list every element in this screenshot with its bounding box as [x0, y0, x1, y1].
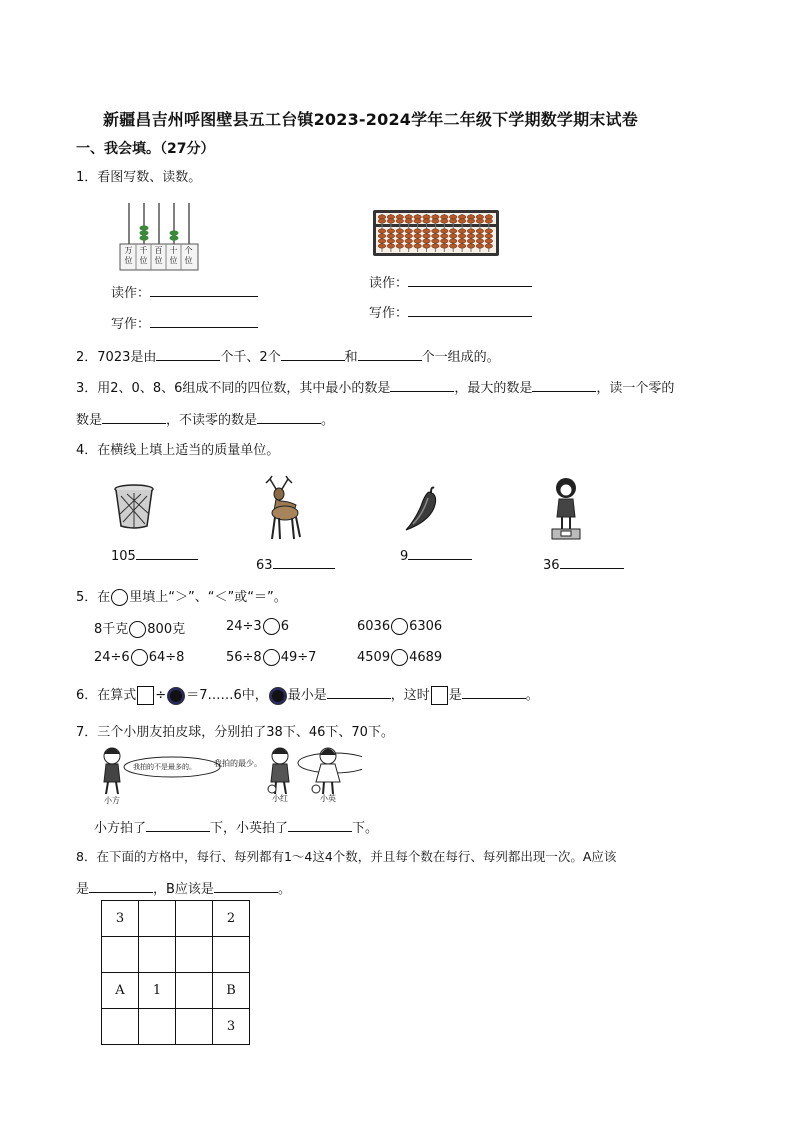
number-grid — [101, 900, 250, 1045]
abacus-bead — [423, 219, 431, 223]
abacus-bead — [485, 219, 493, 223]
answer-blank[interactable] — [288, 817, 352, 832]
abacus-bead — [476, 229, 484, 233]
circle-symbol — [167, 687, 185, 705]
wastebasket-icon — [113, 484, 155, 530]
answer-blank[interactable] — [136, 545, 198, 560]
abacus-bead — [405, 234, 413, 238]
abacus-bead — [458, 234, 466, 238]
compare-left: 56÷8 — [226, 650, 262, 665]
grid-cell: 2 — [213, 901, 250, 937]
answer-blank[interactable] — [408, 545, 472, 560]
q7-text: 下，小英拍了 — [210, 821, 289, 836]
compare-right: 49÷7 — [280, 650, 317, 665]
mass-value: 105 — [111, 549, 136, 564]
grid-cell — [139, 1009, 176, 1045]
abacus-bead — [396, 215, 404, 219]
deer-icon — [258, 475, 304, 543]
abacus-bead — [449, 219, 457, 223]
answer-blank[interactable] — [273, 554, 335, 569]
abacus-labels — [121, 246, 199, 266]
abacus-bead — [405, 215, 413, 219]
question-8-cont — [76, 878, 291, 897]
abacus-bead — [467, 234, 475, 238]
abacus-bead — [476, 219, 484, 223]
abacus-bead — [449, 215, 457, 219]
abacus-bead — [396, 239, 404, 243]
grid-cell — [139, 937, 176, 973]
grid-cell: B — [213, 973, 250, 1009]
abacus-bead — [378, 215, 386, 219]
abacus-bead — [467, 215, 475, 219]
question-3 — [76, 377, 674, 396]
abacus-bead — [387, 215, 395, 219]
q6-text: ，这时 — [390, 688, 430, 703]
abacus-bead — [467, 219, 475, 223]
answer-blank[interactable] — [408, 302, 532, 317]
question-2 — [76, 346, 500, 365]
grid-cell — [176, 1009, 213, 1045]
compare-circle[interactable] — [391, 649, 408, 666]
answer-blank[interactable] — [214, 878, 278, 893]
grid-cell — [176, 901, 213, 937]
abacus-bead — [441, 234, 449, 238]
write-label: 写作： — [369, 306, 409, 321]
compare-circle[interactable] — [391, 618, 408, 635]
kid-name: 小红 — [272, 794, 288, 803]
abacus-bead — [423, 234, 431, 238]
abacus-bead — [485, 229, 493, 233]
compare-left: 4509 — [357, 650, 391, 665]
abacus-bead — [432, 244, 440, 248]
q3-text: ，读一个零的 — [596, 381, 675, 396]
square-symbol — [137, 686, 154, 705]
abacus-bead — [485, 239, 493, 243]
compare-circle — [111, 589, 128, 606]
compare-item — [226, 618, 289, 635]
abacus-bead — [458, 239, 466, 243]
q6-text: 是 — [448, 688, 462, 703]
abacus-bead — [449, 244, 457, 248]
answer-blank[interactable] — [390, 377, 454, 392]
q3-text: 。 — [321, 413, 335, 428]
compare-right: 6306 — [409, 619, 443, 634]
q7-text: 小方拍了 — [94, 821, 147, 836]
abacus-bead — [485, 215, 493, 219]
compare-item — [357, 649, 442, 666]
mass-value: 9 — [400, 549, 409, 564]
mass-item — [400, 545, 472, 564]
abacus-bead — [405, 239, 413, 243]
q8-text: 。 — [277, 882, 291, 897]
q5-text: 5．在 — [76, 590, 111, 605]
grid-cell: A — [102, 973, 139, 1009]
q7-text: 下。 — [352, 821, 379, 836]
abacus-bead — [449, 234, 457, 238]
write-label: 写作： — [111, 317, 151, 332]
answer-blank[interactable] — [408, 272, 532, 287]
abacus-bead — [414, 244, 422, 248]
abacus-label: 千位 — [139, 246, 148, 265]
abacus-bead — [423, 239, 431, 243]
mass-value: 36 — [543, 558, 560, 573]
question-6 — [76, 684, 539, 705]
abacus-bead — [396, 229, 404, 233]
page-title: 新疆昌吉州呼图壁县五工台镇2023-2024学年二年级下学期数学期末试卷 — [103, 110, 638, 129]
abacus-bead — [458, 219, 466, 223]
abacus-bead — [423, 215, 431, 219]
abacus-bead — [423, 244, 431, 248]
abacus-bead — [405, 219, 413, 223]
q3-text: ，不读零的数是 — [166, 413, 258, 428]
abacus-bead — [467, 244, 475, 248]
answer-blank[interactable] — [146, 817, 210, 832]
compare-right: 800克 — [147, 622, 186, 637]
q2-text: 和 — [344, 350, 358, 365]
abacus-label: 十位 — [169, 246, 178, 265]
abacus-bead — [423, 229, 431, 233]
kid-name: 小英 — [320, 794, 336, 803]
section-heading: 一、我会填。（27分） — [76, 141, 215, 157]
abacus-bead — [449, 229, 457, 233]
compare-left: 24÷6 — [94, 650, 130, 665]
write-line-1 — [111, 313, 258, 332]
abacus-bead — [432, 229, 440, 233]
speech-bubble: 我拍的最少。 — [214, 759, 262, 768]
abacus-bead — [387, 239, 395, 243]
q6-text: ＝7……6中， — [186, 688, 268, 703]
abacus-bead — [458, 229, 466, 233]
abacus-bead — [405, 229, 413, 233]
grid-cell — [139, 901, 176, 937]
compare-right: 4689 — [409, 650, 443, 665]
abacus-bead — [449, 239, 457, 243]
grid-cell: 3 — [213, 1009, 250, 1045]
compare-circle[interactable] — [129, 621, 146, 638]
abacus-bead — [414, 229, 422, 233]
compare-right: 64÷8 — [148, 650, 185, 665]
abacus-label: 百位 — [154, 246, 163, 265]
compare-circle[interactable] — [263, 618, 280, 635]
answer-blank[interactable] — [281, 346, 345, 361]
compare-circle[interactable] — [263, 649, 280, 666]
question-8: 8．在下面的方格中，每行、每列都有1～4这4个数，并且每个数在每行、每列都出现一次。A应该 — [76, 849, 617, 864]
answer-blank[interactable] — [462, 684, 526, 699]
grid-cell — [102, 1009, 139, 1045]
abacus-bead — [441, 244, 449, 248]
q6-text: 最小是 — [287, 688, 327, 703]
compare-item — [226, 649, 316, 666]
answer-blank[interactable] — [257, 409, 321, 424]
q2-text: 个千、2个 — [220, 350, 281, 365]
answer-blank[interactable] — [358, 346, 422, 361]
abacus-bead — [414, 234, 422, 238]
mass-value: 63 — [256, 558, 273, 573]
question-7: 7．三个小朋友拍皮球，分别拍了38下、46下、70下。 — [76, 725, 394, 740]
compare-right: 6 — [280, 619, 289, 634]
abacus-bead — [458, 215, 466, 219]
grid-cell — [176, 937, 213, 973]
q3-text: 数是 — [76, 413, 103, 428]
circle-symbol — [269, 687, 287, 705]
answer-blank[interactable] — [150, 313, 258, 328]
grid-cell: 1 — [139, 973, 176, 1009]
q6-text: 6．在算式 — [76, 688, 137, 703]
abacus-bead — [441, 239, 449, 243]
mass-item — [111, 545, 198, 564]
abacus-bead — [396, 234, 404, 238]
pepper-icon — [401, 484, 445, 534]
compare-left: 24÷3 — [226, 619, 262, 634]
abacus-bead — [387, 229, 395, 233]
mass-item — [256, 554, 335, 573]
read-line-1 — [111, 282, 258, 301]
abacus-bead — [476, 215, 484, 219]
q6-text: ÷ — [155, 688, 167, 703]
q3-text: ，最大的数是 — [454, 381, 533, 396]
abacus-bead — [467, 229, 475, 233]
answer-blank[interactable] — [156, 346, 220, 361]
abacus-bead — [441, 215, 449, 219]
question-3-cont — [76, 409, 334, 428]
abacus-bead — [387, 219, 395, 223]
grid-cell — [213, 937, 250, 973]
mass-item — [543, 554, 624, 573]
q2-text: 2．7023是由 — [76, 350, 157, 365]
abacus-bead — [476, 239, 484, 243]
abacus-label: 万位 — [124, 246, 133, 265]
kid-icon — [104, 748, 120, 794]
question-7-answer — [94, 817, 378, 836]
abacus-bead — [396, 219, 404, 223]
abacus-bead — [378, 234, 386, 238]
abacus-bead — [378, 229, 386, 233]
abacus-bead — [476, 244, 484, 248]
abacus-bead — [441, 219, 449, 223]
abacus-bead — [485, 234, 493, 238]
answer-blank[interactable] — [560, 554, 624, 569]
abacus-bead — [432, 239, 440, 243]
read-label: 读作： — [111, 286, 151, 301]
abacus-bead — [378, 239, 386, 243]
abacus-bead — [476, 234, 484, 238]
abacus-bead — [378, 244, 386, 248]
question-1: 1．看图写数、读数。 — [76, 170, 202, 185]
compare-item — [94, 618, 185, 638]
kid-name: 小方 — [104, 796, 120, 805]
answer-blank[interactable] — [327, 684, 391, 699]
abacus-bead — [396, 244, 404, 248]
compare-item — [94, 649, 184, 666]
compare-left: 8千克 — [94, 622, 129, 637]
q8-text: 是 — [76, 882, 90, 897]
abacus-bead — [414, 215, 422, 219]
compare-circle[interactable] — [131, 649, 148, 666]
abacus-bead — [414, 239, 422, 243]
read-label: 读作： — [369, 276, 409, 291]
answer-blank[interactable] — [532, 377, 596, 392]
abacus-bead — [467, 239, 475, 243]
abacus-bead — [378, 219, 386, 223]
write-line-2 — [369, 302, 532, 321]
q2-text: 个一组成的。 — [421, 350, 500, 365]
abacus-bead — [458, 244, 466, 248]
q6-text: 。 — [525, 688, 539, 703]
abacus-bead — [441, 229, 449, 233]
question-5 — [76, 586, 287, 606]
q5-text: 里填上“＞”、“＜”或“＝”。 — [129, 590, 287, 605]
abacus-icon — [372, 209, 500, 257]
child-on-scale-icon — [547, 475, 585, 543]
speech-bubble: 我拍的不是最多的。 — [133, 763, 196, 771]
question-4: 4．在横线上填上适当的质量单位。 — [76, 443, 280, 458]
abacus-bead — [432, 219, 440, 223]
abacus-label: 个位 — [184, 246, 193, 265]
q8-text: ，B应该是 — [153, 882, 214, 897]
abacus-bead — [405, 244, 413, 248]
grid-cell — [102, 937, 139, 973]
abacus-bead — [432, 234, 440, 238]
grid-cell — [176, 973, 213, 1009]
answer-blank[interactable] — [89, 878, 153, 893]
answer-blank[interactable] — [102, 409, 166, 424]
grid-cell: 3 — [102, 901, 139, 937]
abacus-bead — [485, 244, 493, 248]
abacus-bead — [387, 234, 395, 238]
answer-blank[interactable] — [150, 282, 258, 297]
abacus-bead — [387, 244, 395, 248]
square-symbol — [431, 686, 448, 705]
abacus-bead — [432, 215, 440, 219]
compare-item — [357, 618, 442, 635]
q3-text: 3．用2、0、8、6组成不同的四位数，其中最小的数是 — [76, 381, 391, 396]
compare-left: 6036 — [357, 619, 391, 634]
read-line-2 — [369, 272, 532, 291]
abacus-bead — [414, 219, 422, 223]
